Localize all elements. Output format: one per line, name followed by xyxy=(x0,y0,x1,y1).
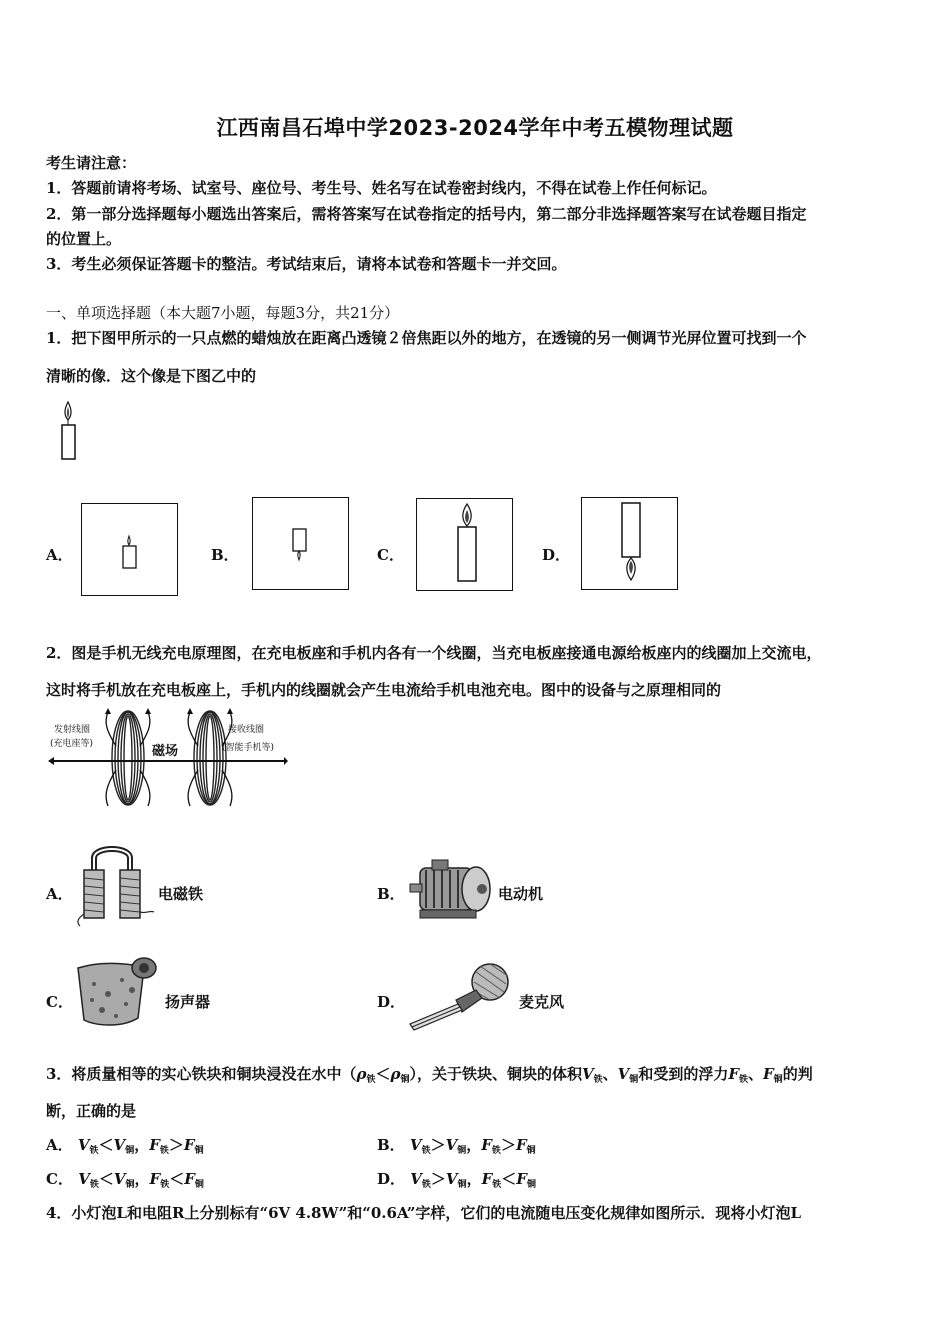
wireless-charging-diagram xyxy=(48,708,288,810)
q3-option-a[interactable] xyxy=(46,1134,204,1156)
q2-option-d-label[interactable]: D． xyxy=(377,993,406,1011)
q2-option-c-text: 扬声器 xyxy=(165,993,211,1011)
v-symbol: V xyxy=(617,1065,630,1083)
v-symbol: V xyxy=(113,1170,126,1188)
sep: 、 xyxy=(748,1065,764,1083)
sub-iron: 铁 xyxy=(421,1180,431,1190)
option-letter: B． xyxy=(377,1136,405,1154)
sub-copper: 铜 xyxy=(194,1180,204,1190)
q1-option-d-label[interactable]: D． xyxy=(542,546,571,564)
f-symbol: F xyxy=(149,1136,160,1154)
operator: ＞ xyxy=(168,1136,184,1154)
q1-option-c-label[interactable]: C． xyxy=(377,546,404,564)
q1-line2: 清晰的像．这个像是下图乙中的 xyxy=(46,367,257,385)
operator: ＞ xyxy=(500,1136,516,1154)
q1-option-c-image[interactable] xyxy=(416,498,513,591)
sep: 、 xyxy=(602,1065,618,1083)
q1-option-a-label[interactable]: A． xyxy=(46,546,73,564)
candle-figure xyxy=(55,398,85,462)
q3-option-b[interactable] xyxy=(377,1134,536,1156)
sub-iron: 铁 xyxy=(159,1146,169,1156)
comma: ， xyxy=(466,1170,482,1188)
sub-iron: 铁 xyxy=(593,1075,603,1085)
q2-line1: 2．图是手机无线充电原理图，在充电板座和手机内各有一个线圈，当充电板座接通电源给板座内的线圈加上交流电， xyxy=(46,644,822,662)
notice-item-2: 2．第一部分选择题每小题选出答案后，需将答案写在试卷指定的括号内，第二部分非选择题答案写在试卷题目指定 xyxy=(46,205,807,223)
f-symbol: F xyxy=(183,1136,195,1154)
electromagnet-icon[interactable] xyxy=(72,842,154,926)
operator: ＞ xyxy=(430,1136,446,1154)
f-symbol: F xyxy=(515,1136,527,1154)
f-symbol: F xyxy=(763,1065,774,1083)
f-symbol: F xyxy=(516,1170,527,1188)
q4-line1: 4．小灯泡L和电阻R上分别标有“6V 4.8W”和“0.6A”字样，它们的电流随电压变化规律如图所示．现将小灯泡L xyxy=(46,1204,801,1222)
q3-line2: 断，正确的是 xyxy=(46,1102,137,1120)
q2-option-b-text: 电动机 xyxy=(498,885,544,903)
page-title: 江西南昌石埠中学2023-2024学年中考五模物理试题 xyxy=(216,116,734,140)
sub-iron: 铁 xyxy=(421,1146,431,1156)
operator: ＜ xyxy=(98,1136,114,1154)
q3-text-c: 和受到的浮力 xyxy=(638,1065,729,1083)
q2-option-b-label[interactable]: B． xyxy=(377,885,405,903)
f-symbol: F xyxy=(481,1170,493,1188)
transmit-coil xyxy=(112,711,144,805)
f-symbol: F xyxy=(728,1065,739,1083)
q3-text-d: 的判 xyxy=(782,1065,813,1083)
v-symbol: V xyxy=(113,1136,126,1154)
notice-item-3: 3．考生必须保证答题卡的整洁。考试结束后，请将本试卷和答题卡一并交回。 xyxy=(46,255,567,273)
section-heading: 一、单项选择题（本大题7小题，每题3分，共21分） xyxy=(46,304,400,322)
sub-copper: 铜 xyxy=(629,1075,639,1085)
f-symbol: F xyxy=(184,1170,195,1188)
sub-iron: 铁 xyxy=(738,1075,748,1085)
sub-copper: 铜 xyxy=(526,1180,536,1190)
v-symbol: V xyxy=(445,1136,458,1154)
q2-line2: 这时将手机放在充电板座上，手机内的线圈就会产生电流给手机电池充电。图中的设备与之原理相同的 xyxy=(46,681,722,699)
option-letter: A． xyxy=(46,1136,73,1154)
q1-option-d-image[interactable] xyxy=(581,497,678,590)
operator: ＞ xyxy=(430,1170,446,1188)
q2-option-c-label[interactable]: C． xyxy=(46,993,73,1011)
transmit-label-1: 发射线圈 xyxy=(54,725,91,735)
q1-option-b-image[interactable] xyxy=(252,497,349,590)
receive-label-2: (智能手机等) xyxy=(222,743,275,753)
operator: ＜ xyxy=(501,1170,517,1188)
v-symbol: V xyxy=(410,1170,422,1188)
rho-symbol: ρ xyxy=(390,1065,401,1083)
comma: ， xyxy=(466,1136,482,1154)
q1-option-a-image[interactable] xyxy=(81,503,178,596)
sub-copper: 铜 xyxy=(457,1146,467,1156)
microphone-icon[interactable] xyxy=(404,960,514,1030)
option-letter: C． xyxy=(46,1170,73,1188)
receive-label-1: 接收线圈 xyxy=(228,725,265,735)
q1-line1: 1．把下图甲所示的一只点燃的蜡烛放在距离凸透镜２倍焦距以外的地方，在透镜的另一侧调节光屏位置可找到一个 xyxy=(46,329,807,347)
notice-heading: 考生请注意： xyxy=(46,154,137,172)
q3-option-d[interactable] xyxy=(377,1168,536,1190)
sub-copper: 铜 xyxy=(125,1180,135,1190)
v-symbol: V xyxy=(409,1136,422,1154)
comma: ， xyxy=(134,1136,150,1154)
sub-copper: 铜 xyxy=(194,1146,204,1156)
q2-option-a-text: 电磁铁 xyxy=(158,885,204,903)
lt-sign: ＜ xyxy=(375,1065,391,1083)
loudspeaker-icon[interactable] xyxy=(74,954,160,1030)
comma: ， xyxy=(134,1170,150,1188)
operator: ＜ xyxy=(98,1170,114,1188)
q3-text-b: ），关于铁块、铜块的体积 xyxy=(409,1065,582,1083)
f-symbol: F xyxy=(481,1136,492,1154)
v-symbol: V xyxy=(581,1065,594,1083)
receive-coil xyxy=(194,711,226,805)
notice-item-2-cont: 的位置上。 xyxy=(46,230,122,248)
magnetic-field-label: 磁场 xyxy=(152,744,179,759)
operator: ＜ xyxy=(169,1170,185,1188)
option-letter: D． xyxy=(377,1170,406,1188)
electric-motor-icon[interactable] xyxy=(404,856,494,926)
q2-option-d-text: 麦克风 xyxy=(519,993,565,1011)
q3-option-c[interactable] xyxy=(46,1168,204,1190)
sub-iron: 铁 xyxy=(160,1180,170,1190)
q3-line1 xyxy=(46,1063,813,1085)
sub-copper: 铜 xyxy=(125,1146,135,1156)
notice-item-1: 1．答题前请将考场、试室号、座位号、考生号、姓名写在试卷密封线内，不得在试卷上作任何标记。 xyxy=(46,179,717,197)
sub-iron: 铁 xyxy=(89,1180,99,1190)
f-symbol: F xyxy=(149,1170,161,1188)
sub-iron: 铁 xyxy=(492,1180,502,1190)
sub-copper: 铜 xyxy=(457,1180,467,1190)
sub-iron: 铁 xyxy=(366,1075,376,1085)
sub-iron: 铁 xyxy=(491,1146,501,1156)
sub-iron: 铁 xyxy=(89,1146,99,1156)
q3-text-a: 3．将质量相等的实心铁块和铜块浸没在水中（ xyxy=(46,1065,357,1083)
v-symbol: V xyxy=(77,1136,90,1154)
v-symbol: V xyxy=(445,1170,458,1188)
q1-option-b-label[interactable]: B． xyxy=(211,546,239,564)
sub-copper: 铜 xyxy=(773,1075,783,1085)
transmit-label-2: (充电座等) xyxy=(50,739,94,749)
rho-symbol: ρ xyxy=(356,1065,367,1083)
sub-copper: 铜 xyxy=(526,1146,536,1156)
sub-copper: 铜 xyxy=(400,1075,410,1085)
v-symbol: V xyxy=(78,1170,90,1188)
q2-option-a-label[interactable]: A． xyxy=(46,885,73,903)
